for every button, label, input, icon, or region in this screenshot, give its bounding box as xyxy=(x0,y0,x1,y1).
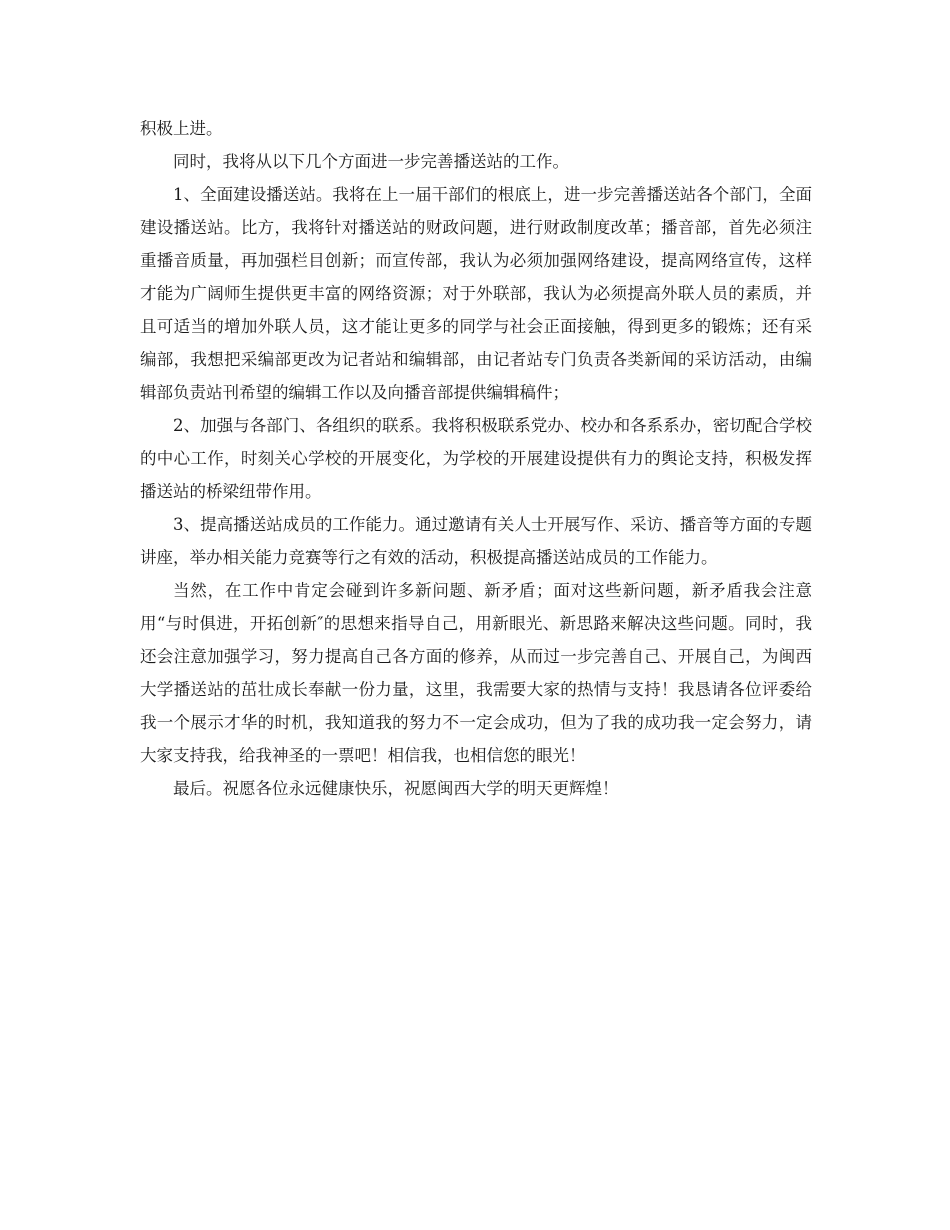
paragraph-intro: 同时，我将从以下几个方面进一步完善播送站的工作。 xyxy=(173,152,569,171)
paragraph-commitment: 当然，在工作中肯定会碰到许多新问题、新矛盾；面对这些新问题，新矛盾我会注意用“与时俱进，开拓创新″的思想来指导自己，用新眼光、新思路来解决这些问题。同时，我还会注意加强学习，努力提高自己各方面的修养，从而过一步完善自己、开展自己，为闽西大学播送站的茁壮成长奉献一份力量，这里，我需要大家的热情与支持！我恳请各位评委给我一个展示才华的时机，我知道我的努力不一定会成功，但为了我的成功我一定会努力，请大家支持我，给我神圣的一票吧！相信我，也相信您的眼光！ xyxy=(140,581,812,765)
paragraph-closing: 最后。祝愿各位永远健康快乐，祝愿闽西大学的明天更辉煌！ xyxy=(173,779,619,798)
paragraph-point-3: 3、提高播送站成员的工作能力。通过邀请有关人士开展写作、采访、播音等方面的专题讲座，举办相关能力竞赛等行之有效的活动，积极提高播送站成员的工作能力。 xyxy=(140,515,812,567)
paragraph-continuation: 积极上进。 xyxy=(140,119,223,138)
paragraph-point-1: 1、全面建设播送站。我将在上一届干部们的根底上，进一步完善播送站各个部门，全面建设播送站。比方，我将针对播送站的财政问题，进行财政制度改革；播音部，首先必须注重播音质量，再加强栏目创新；而宣传部，我认为必须加强网络建设，提高网络宣传，这样才能为广阔师生提供更丰富的网络资源；对于外联部，我认为必须提高外联人员的素质，并且可适当的增加外联人员，这才能让更多的同学与社会正面接触，得到更多的锻炼；还有采编部，我想把采编部更改为记者站和编辑部，由记者站专门负责各类新闻的采访活动，由编辑部负责站刊希望的编辑工作以及向播音部提供编辑稿件； xyxy=(140,185,812,402)
document-body xyxy=(140,112,812,805)
paragraph-point-2: 2、加强与各部门、各组织的联系。我将积极联系党办、校办和各系系办，密切配合学校的中心工作，时刻关心学校的开展变化，为学校的开展建设提供有力的舆论支持，积极发挥播送站的桥梁纽带作用。 xyxy=(140,416,812,501)
